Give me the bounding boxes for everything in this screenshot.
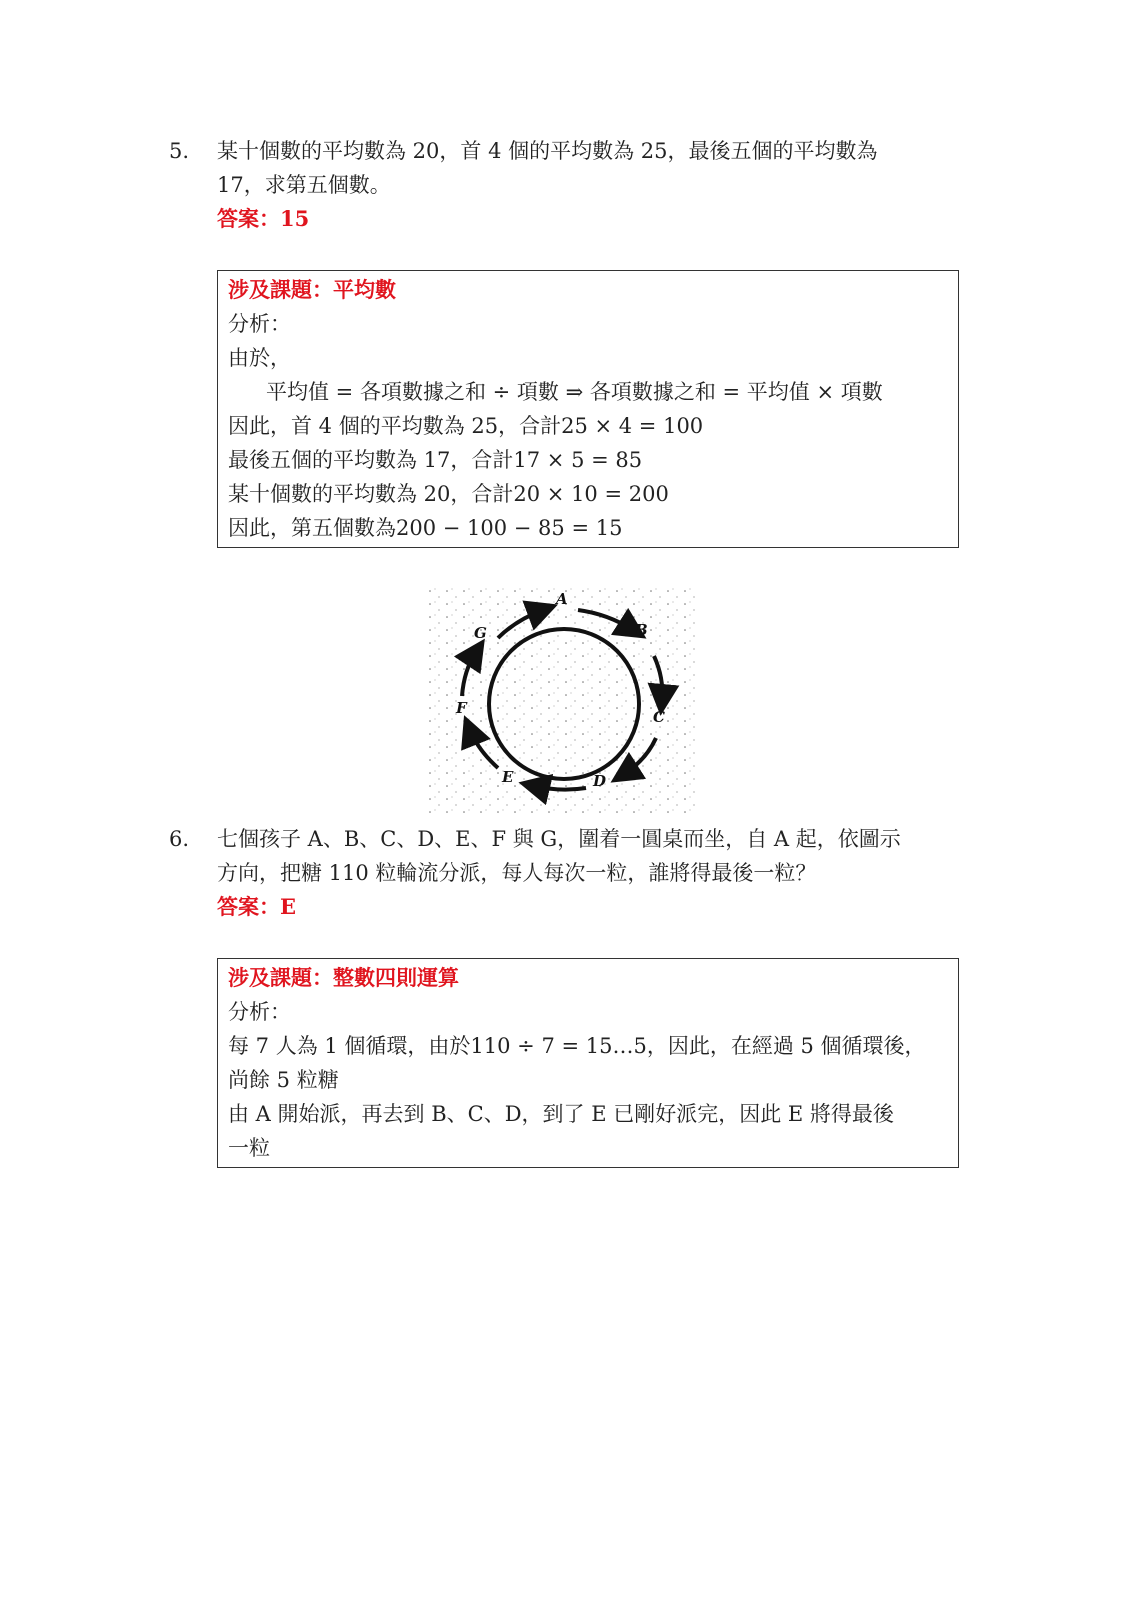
answer-text: 答案：15 [217, 206, 310, 231]
analysis-line: 尚餘 5 粒糖 [228, 1068, 339, 1092]
question-5 [169, 134, 949, 236]
question-text-line: 17，求第五個數。 [217, 173, 391, 197]
label-g: G [474, 624, 487, 642]
analysis-box-5 [217, 270, 959, 548]
analysis-line: 某十個數的平均數為 20，合計20 × 10 = 200 [228, 482, 669, 506]
analysis-line: 每 7 人為 1 個循環，由於110 ÷ 7 = 15…5，因此，在經過 5 個循環後， [228, 1034, 926, 1058]
label-c: C [653, 708, 665, 726]
analysis-line: 因此，首 4 個的平均數為 25，合計25 × 4 = 100 [228, 414, 704, 438]
round-table-figure [428, 588, 700, 816]
question-text-line: 七個孩子 A、B、C、D、E、F 與 G，圍着一圓桌而坐，自 A 起，依圖示 [217, 827, 901, 851]
analysis-line: 由 A 開始派，再去到 B、C、D，到了 E 已剛好派完，因此 E 將得最後 [228, 1102, 894, 1126]
answer-text: 答案：E [217, 894, 297, 919]
label-a: A [556, 590, 568, 608]
label-f: F [456, 699, 467, 717]
label-b: B [635, 621, 648, 639]
analysis-formula: 平均值 = 各項數據之和 ÷ 項數 ⇒ 各項數據之和 = 平均值 × 項數 [266, 380, 883, 404]
label-e: E [502, 768, 514, 786]
question-text-line: 方向，把糖 110 粒輪流分派，每人每次一粒，誰將得最後一粒？ [217, 861, 817, 885]
analysis-line: 分析： [228, 1000, 291, 1024]
question-number: 6. [169, 827, 190, 851]
question-6 [169, 822, 949, 924]
question-text-line: 某十個數的平均數為 20，首 4 個的平均數為 25，最後五個的平均數為 [217, 139, 878, 163]
analysis-box-6 [217, 958, 959, 1168]
label-d: D [593, 772, 607, 790]
analysis-line: 由於， [228, 346, 291, 370]
question-number: 5. [169, 139, 190, 163]
analysis-line: 因此，第五個數為200 − 100 − 85 = 15 [228, 516, 623, 540]
topic-title: 涉及課題：整數四則運算 [228, 965, 459, 990]
analysis-line: 一粒 [228, 1136, 270, 1160]
analysis-line: 最後五個的平均數為 17，合計17 × 5 = 85 [228, 448, 643, 472]
analysis-line: 分析： [228, 312, 291, 336]
speckle-background [428, 588, 700, 816]
topic-title: 涉及課題：平均數 [228, 277, 396, 302]
